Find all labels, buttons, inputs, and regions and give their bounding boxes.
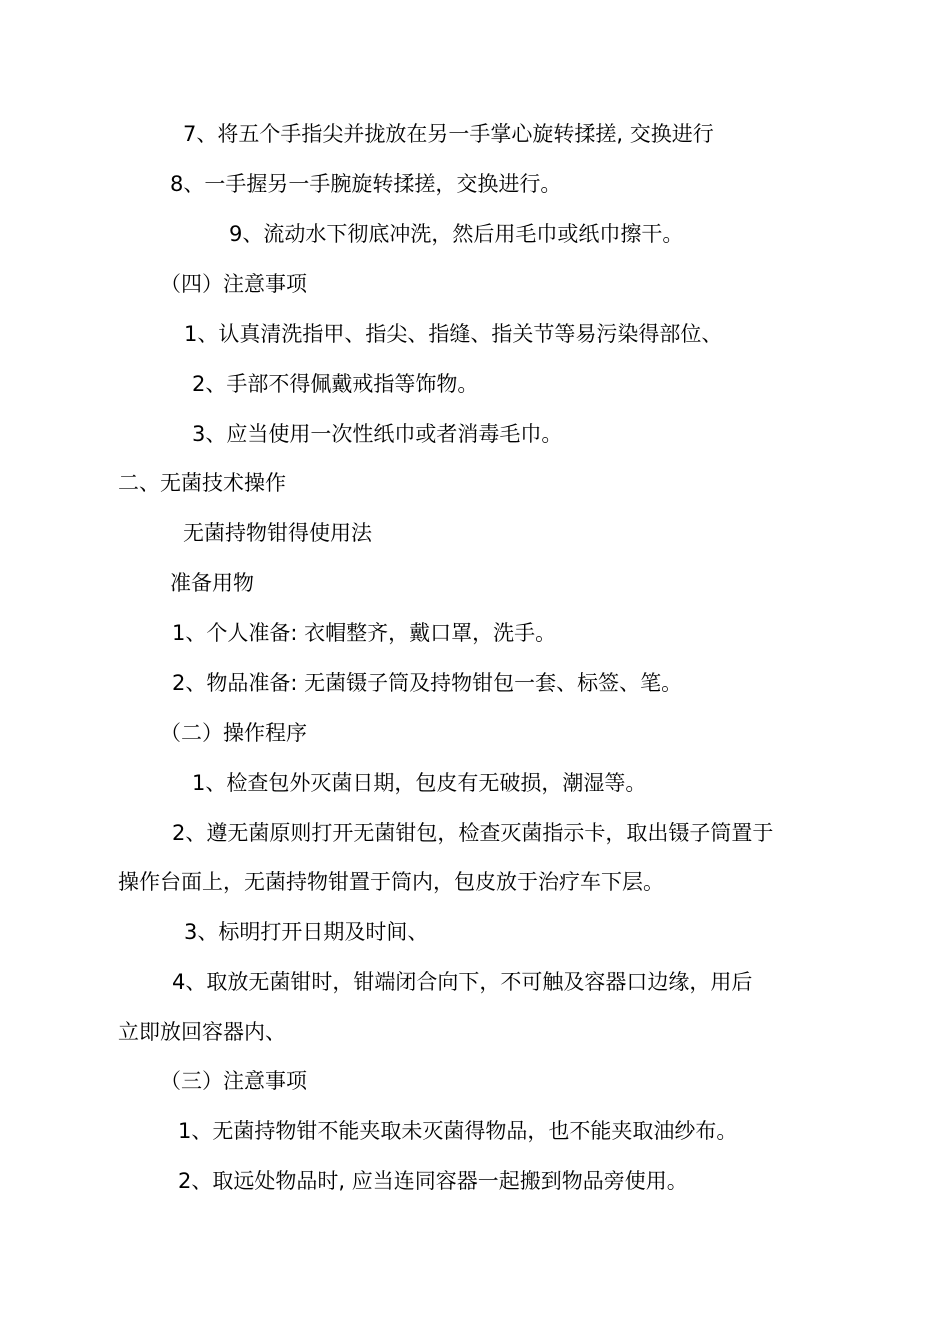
procedure-item-3: 3、标明打开日期及时间、 <box>184 920 429 944</box>
procedure-item-1: 1、检查包外灭菌日期，包皮有无破损，潮湿等。 <box>192 771 647 795</box>
preparation-item-2: 2、物品准备: 无菌镊子筒及持物钳包一套、标签、笔。 <box>172 671 683 695</box>
section-heading-procedure-2: （二）操作程序 <box>160 721 307 745</box>
handwash-step-8: 8、一手握另一手腕旋转揉搓，交换进行。 <box>170 172 562 196</box>
forceps-notes-item-2: 2、取远处物品时, 应当连同容器一起搬到物品旁使用。 <box>178 1169 688 1193</box>
subheading-preparation: 准备用物 <box>170 571 254 595</box>
subheading-forceps-usage: 无菌持物钳得使用法 <box>183 521 372 545</box>
procedure-item-2-continued: 操作台面上，无菌持物钳置于筒内，包皮放于治疗车下层。 <box>118 870 664 894</box>
handwash-step-7: 7、将五个手指尖并拢放在另一手掌心旋转揉搓, 交换进行 <box>183 122 714 146</box>
notes-item-3: 3、应当使用一次性纸巾或者消毒毛巾。 <box>192 422 563 446</box>
section-heading-notes-3: （三）注意事项 <box>160 1069 307 1093</box>
chapter-heading-aseptic: 二、无菌技术操作 <box>118 471 286 495</box>
preparation-item-1: 1、个人准备: 衣帽整齐，戴口罩，洗手。 <box>172 621 557 645</box>
procedure-item-4: 4、取放无菌钳时，钳端闭合向下，不可触及容器口边缘，用后 <box>172 970 753 994</box>
procedure-item-2: 2、遵无菌原则打开无菌钳包，检查灭菌指示卡，取出镊子筒置于 <box>172 821 774 845</box>
procedure-item-4-continued: 立即放回容器内、 <box>118 1020 286 1044</box>
section-heading-notes-4: （四）注意事项 <box>160 272 307 296</box>
notes-item-2: 2、手部不得佩戴戒指等饰物。 <box>192 372 479 396</box>
notes-item-1: 1、认真清洗指甲、指尖、指缝、指关节等易污染得部位、 <box>184 322 723 346</box>
handwash-step-9: 9、流动水下彻底冲洗，然后用毛巾或纸巾擦干。 <box>229 222 684 246</box>
forceps-notes-item-1: 1、无菌持物钳不能夹取未灭菌得物品，也不能夹取油纱布。 <box>178 1119 738 1143</box>
